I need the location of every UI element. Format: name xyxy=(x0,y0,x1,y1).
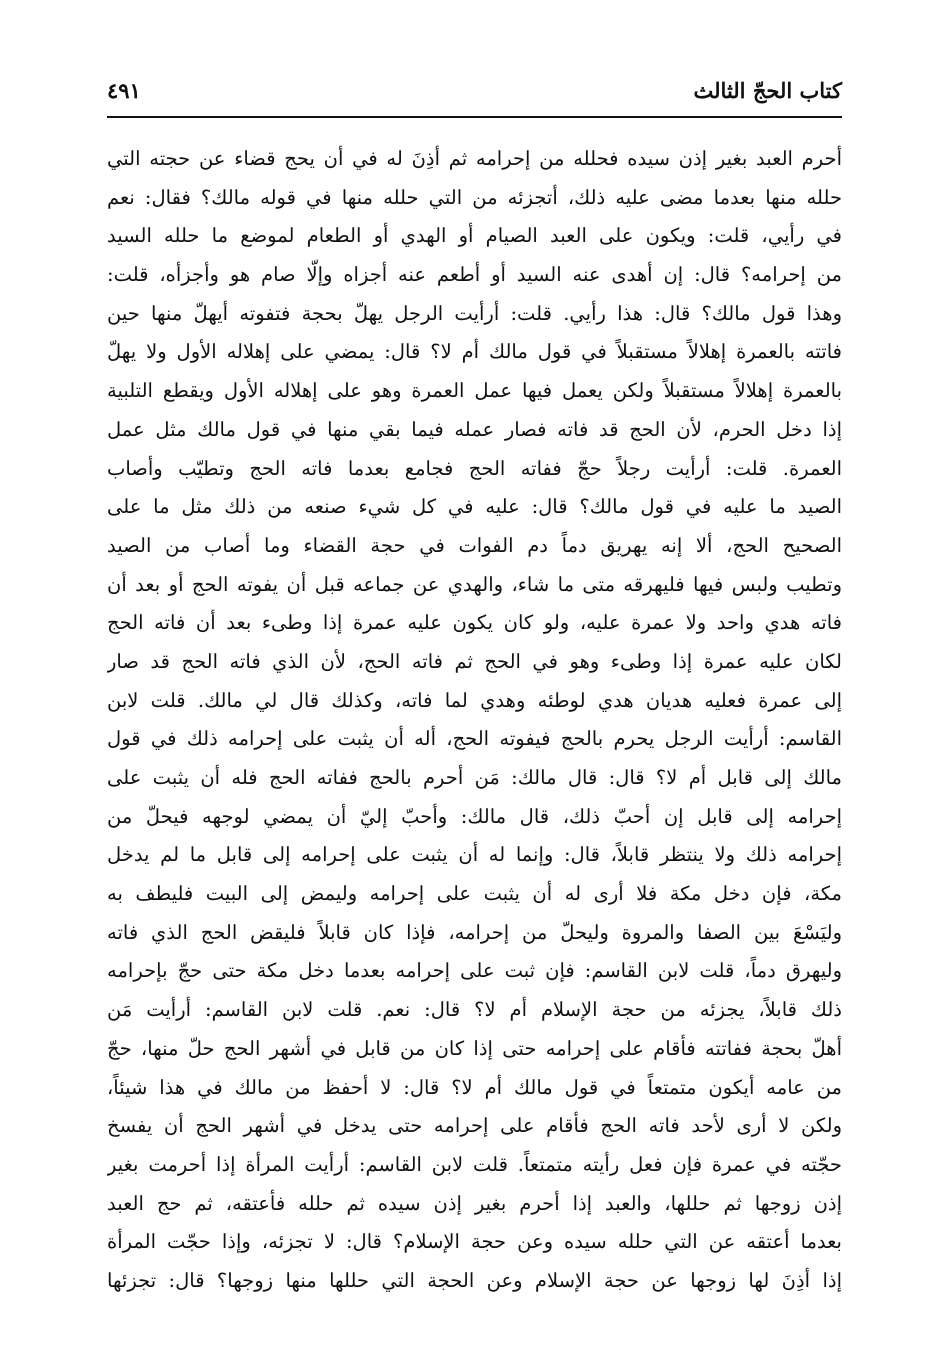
text-line: في رأيي، قلت: ويكون على العبد الصيام أو الهدي أو الطعام لموضع ما حلله السيد xyxy=(107,224,842,248)
text-line: ذلك قابلاً، يجزئه من حجة الإسلام أم لا؟ قال: نعم. قلت لابن القاسم: أرأيت مَن xyxy=(107,998,842,1022)
text-line: أهلّ بحجة ففاتته فأقام على إحرامه حتى إذا كان من قابل في أشهر الحج حلّ منها، حجّ xyxy=(107,1036,842,1060)
text-line: بعدما أعتقه عن التي حلله سيده وعن حجة الإسلام؟ قال: لا تجزئه، وإذا حجّت المرأة xyxy=(107,1230,842,1254)
text-line: إلى عمرة فعليه هديان هدي لوطئه وهدي لما فاته، وكذلك قال لي مالك. قلت لابن xyxy=(107,688,842,712)
body-text xyxy=(107,140,842,1301)
text-line: أحرم العبد بغير إذن سيده فحلله من إحرامه ثم أذِنَ له في أن يحج قضاء عن حجته التي xyxy=(107,147,842,170)
page-number: ٤٩١ xyxy=(107,78,141,103)
text-line: إذا دخل الحرم، لأن الحج قد فاته فصار عمله فيما بقي منها في قول مالك مثل عمل xyxy=(107,417,842,441)
text-line: وتطيب ولبس فيها فليهرقه متى ما شاء، والهدي عن جماعه قبل أن يفوته الحج أو بعد أن xyxy=(107,572,842,596)
text-line: فاته هدي واحد ولا عمرة عليه، ولو كان يكون عليه عمرة إذا وطىء بعد أن فاته الحج xyxy=(107,611,842,635)
text-line: إذا أذِنَ لها زوجها عن حجة الإسلام وعن الحجة التي حللها منها زوجها؟ قال: تجزئها xyxy=(107,1268,842,1292)
text-line: إذن زوجها ثم حللها، والعبد إذا أحرم بغير إذن سيده ثم حلله فأعتقه، ثم حج العبد xyxy=(107,1191,842,1215)
text-line: الصيد ما عليه في قول مالك؟ قال: عليه في كل شيء صنعه من ذلك مثل ما على xyxy=(107,495,842,519)
text-line: مكة، فإن دخل مكة فلا أرى له أن يثبت على إحرامه وليمض إلى البيت فليطف به xyxy=(107,882,842,906)
text-line: الصحيح الحج، ألا إنه يهريق دماً دم الفوات في حجة القضاء وما أصاب من الصيد xyxy=(107,533,842,557)
text-line: فاتته بالعمرة إهلالاً مستقبلاً في قول مالك أم لا؟ قال: يمضي على إهلاله الأول ولا يهلّ xyxy=(107,340,842,364)
text-line: ولكن لا أرى لأحد فاته الحج فأقام على إحرامه حتى يدخل في أشهر الحج أن يفسخ xyxy=(107,1114,842,1138)
text-line: من عامه أيكون متمتعاً في قول مالك أم لا؟ قال: لا أحفظ من مالك في هذا شيئاً، xyxy=(107,1075,842,1099)
text-line: لكان عليه عمرة إذا وطىء وهو في الحج ثم فاته الحج، لأن الذي فاته الحج قد صار xyxy=(107,649,842,673)
text-line: بالعمرة إهلالاً مستقبلاً ولكن يعمل فيها عمل العمرة وهو على إهلاله الأول ويقطع التلبية xyxy=(107,379,842,403)
text-line: مالك إلى قابل أم لا؟ قال: قال مالك: مَن أحرم بالحج ففاته الحج فله أن يثبت على xyxy=(107,766,842,789)
text-line: حجّته في عمرة فإن فعل رأيته متمتعاً. قلت لابن القاسم: أرأيت المرأة إذا أحرمت بغير xyxy=(107,1152,842,1176)
text-line: إحرامه ذلك ولا ينتظر قابلاً، قال: وإنما له أن يثبت على إحرامه إلى قابل ما لم يدخل xyxy=(107,843,842,867)
text-line: حلله منها بعدما مضى عليه ذلك، أتجزئه من التي حلله منها في قوله مالك؟ فقال: نعم xyxy=(107,185,842,209)
text-line: إحرامه إلى قابل إن أحبّ ذلك، قال مالك: وأحبّ إليّ أن يمضي لوجهه فيحلّ من xyxy=(107,804,842,828)
text-line: من إحرامه؟ قال: إن أهدى عنه السيد أو أطعم عنه أجزاه وإلّا صام هو وأجزأه، قلت: xyxy=(107,263,842,287)
text-line: وهذا قول مالك؟ قال: هذا رأيي. قلت: أرأيت الرجل يهلّ بحجة فتفوته أيهلّ منها حين xyxy=(107,301,842,325)
text-line: القاسم: أرأيت الرجل يحرم بالحج فيفوته الحج، أله أن يثبت على إحرامه ذلك في قول xyxy=(107,727,842,751)
running-header xyxy=(107,72,842,112)
text-line: العمرة. قلت: أرأيت رجلاً حجّ ففاته الحج فجامع بعدما فاته الحج وتطيّب وأصاب xyxy=(107,456,842,480)
running-header-title: كتاب الحجّ الثالث xyxy=(693,78,842,103)
text-line: وليَسْعَ بين الصفا والمروة وليحلّ من إحرامه، فإذا كان قابلاً فليقض الحج الذي فاته xyxy=(107,920,842,944)
text-line: وليهرق دماً، قلت لابن القاسم: فإن ثبت على إحرامه بعدما دخل مكة حتى حجّ بإحرامه xyxy=(107,959,842,983)
header-divider xyxy=(107,116,842,118)
